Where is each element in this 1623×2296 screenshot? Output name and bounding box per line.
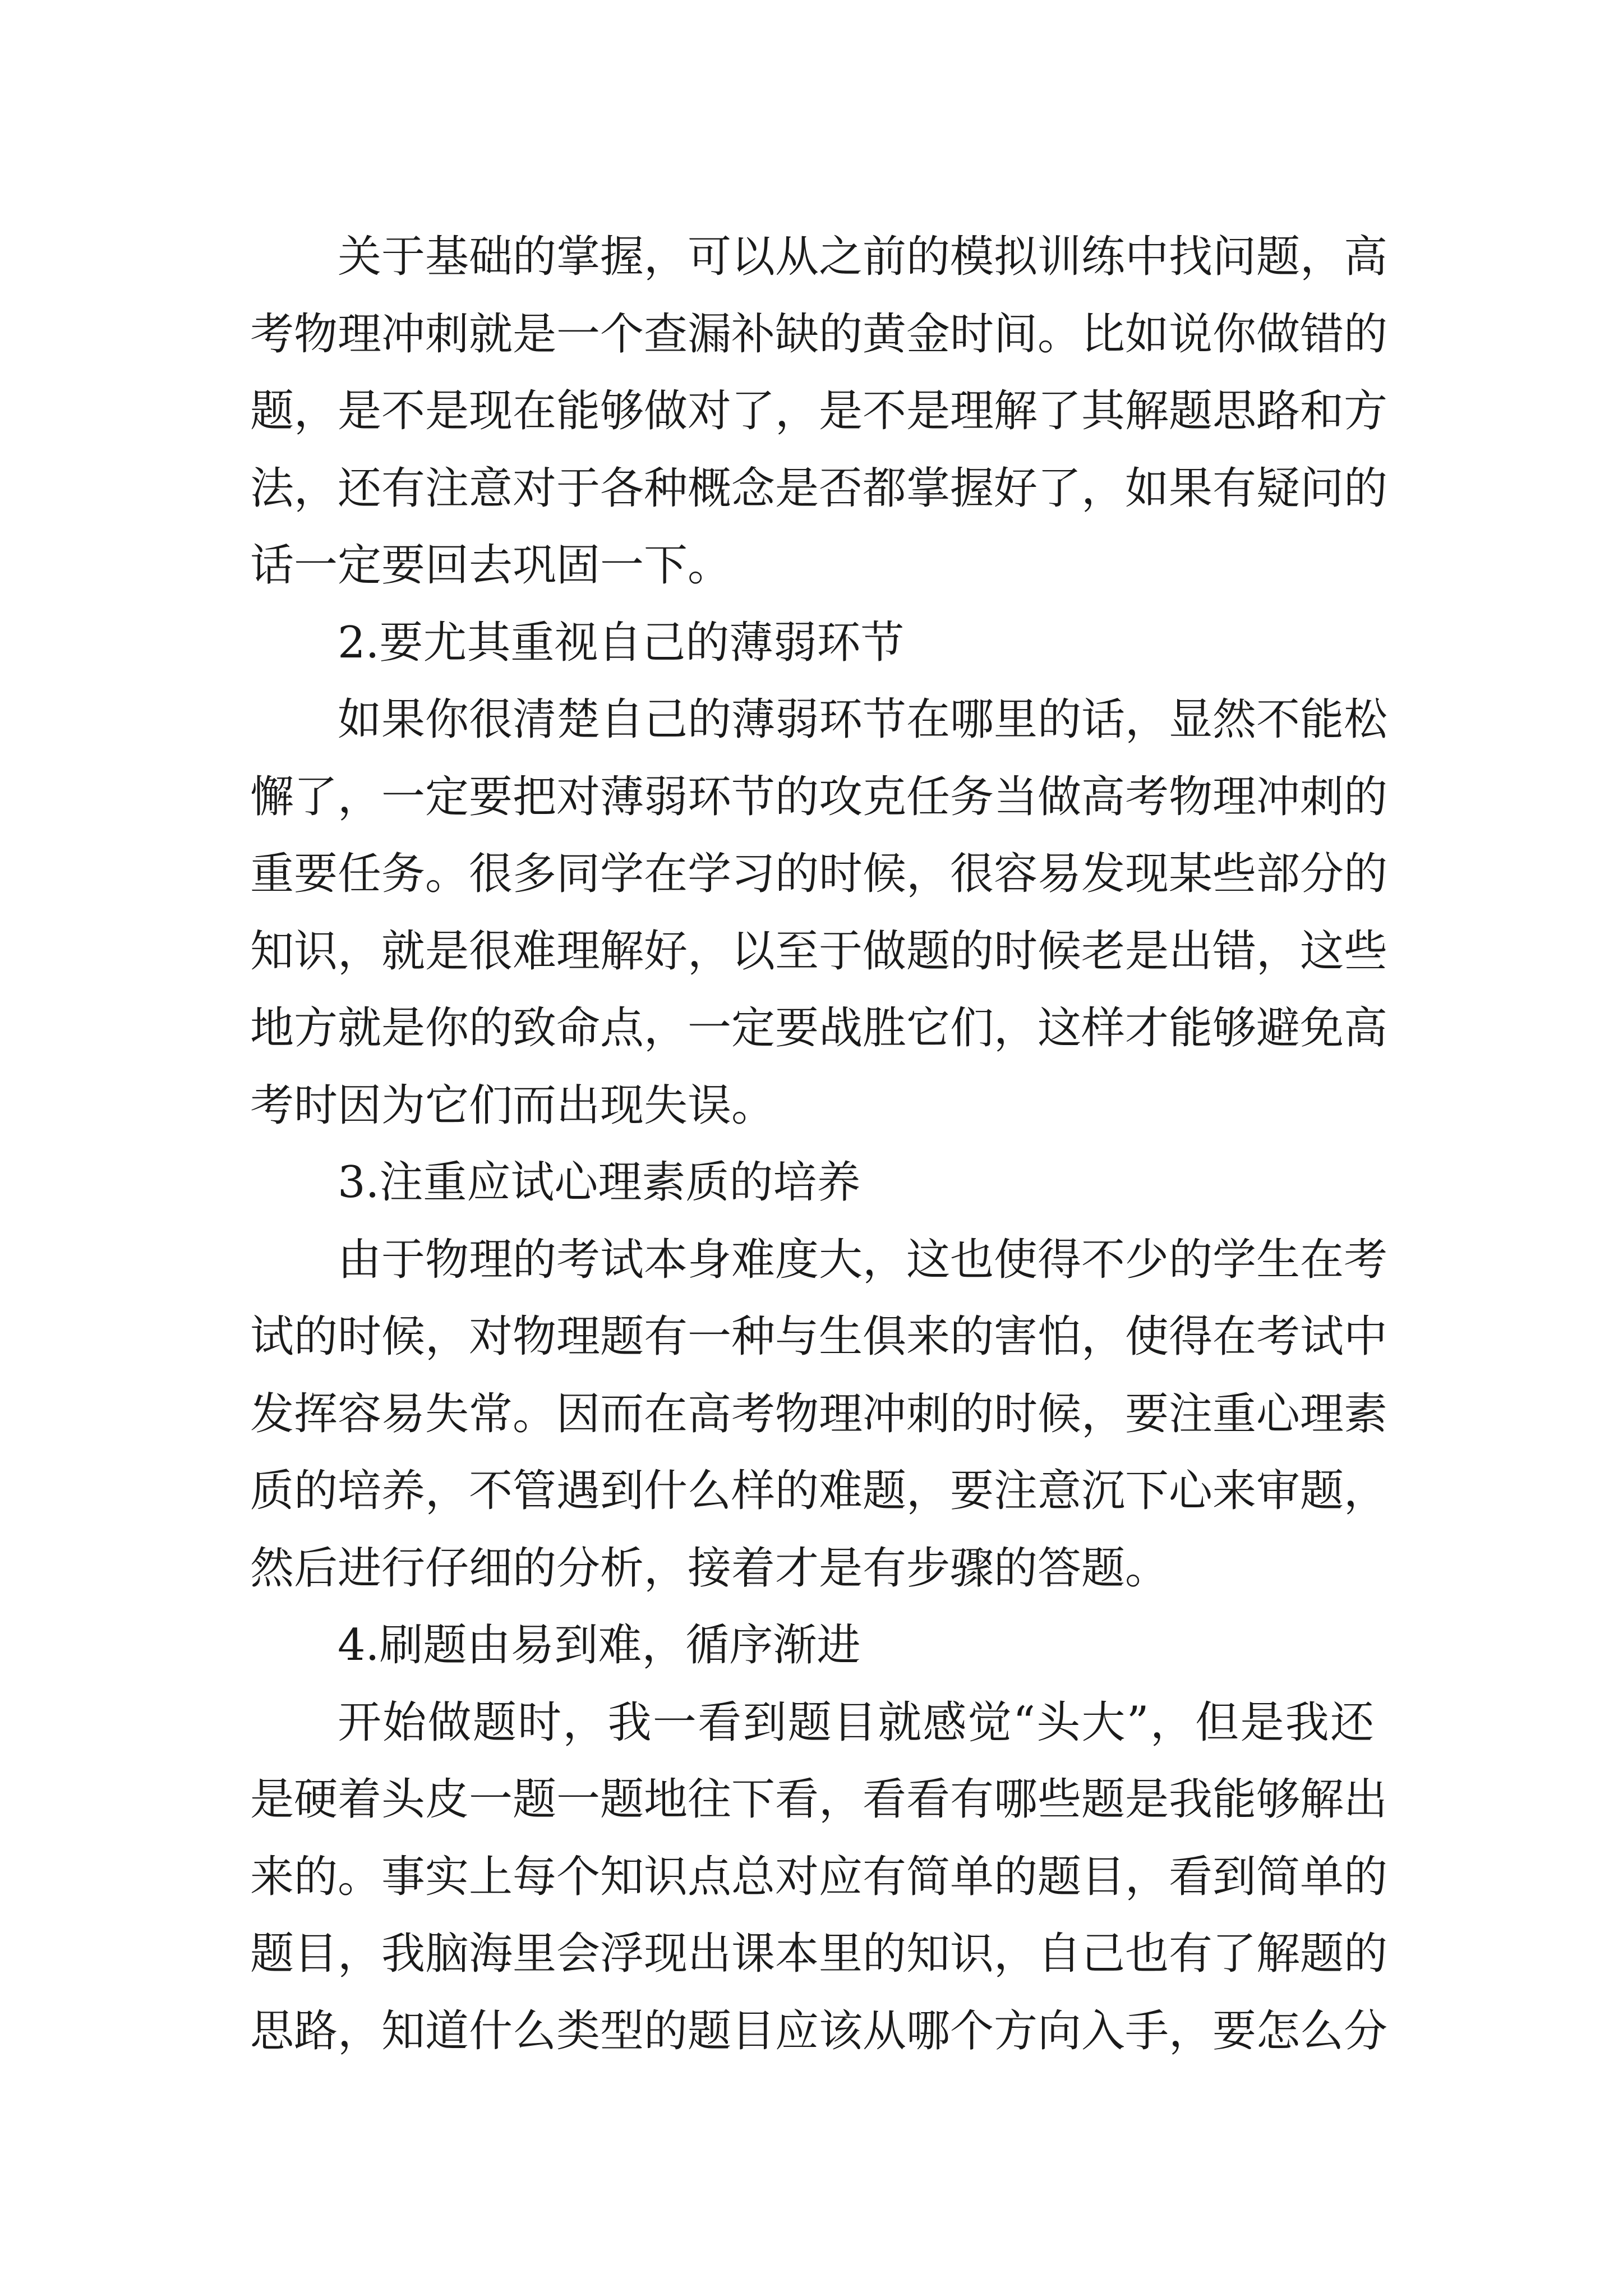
text-line: 由于物理的考试本身难度大，这也使得不少的学生在考 (338, 1234, 1388, 1285)
text-line: 地方就是你的致命点，一定要战胜它们，这样才能够避免高 (250, 1003, 1388, 1053)
text-line: 题，是不是现在能够做对了，是不是理解了其解题思路和方 (250, 386, 1388, 436)
text-line: 懈了，一定要把对薄弱环节的攻克任务当做高考物理冲刺的 (250, 771, 1388, 822)
text-line: 思路，知道什么类型的题目应该从哪个方向入手，要怎么分 (250, 2005, 1388, 2056)
text-line: 发挥容易失常。因而在高考物理冲刺的时候，要注重心理素 (250, 1388, 1388, 1439)
text-line: 开始做题时，我一看到题目就感觉“头大”，但是我还 (338, 1697, 1374, 1748)
text-line: 题目，我脑海里会浮现出课本里的知识，自己也有了解题的 (250, 1929, 1388, 1979)
text-line: 然后进行仔细的分析，接着才是有步骤的答题。 (250, 1543, 1169, 1594)
text-line: 考时因为它们而出现失误。 (250, 1080, 776, 1131)
section-heading: 2.要尤其重视自己的薄弱环节 (338, 617, 905, 668)
text-line: 试的时候，对物理题有一种与生俱来的害怕，使得在考试中 (250, 1312, 1388, 1362)
text-line: 知识，就是很难理解好，以至于做题的时候老是出错，这些 (250, 926, 1388, 977)
document-body (250, 219, 1388, 2070)
text-line: 质的培养，不管遇到什么样的难题，要注意沉下心来审题， (250, 1466, 1388, 1516)
text-line: 如果你很清楚自己的薄弱环节在哪里的话，显然不能松 (338, 694, 1388, 745)
text-line: 来的。事实上每个知识点总对应有简单的题目，看到简单的 (250, 1851, 1388, 1902)
text-line: 法，还有注意对于各种概念是否都掌握好了，如果有疑问的 (250, 463, 1388, 514)
text-line: 考物理冲刺就是一个查漏补缺的黄金时间。比如说你做错的 (250, 309, 1388, 360)
text-line: 话一定要回去巩固一下。 (250, 540, 732, 591)
text-line: 关于基础的掌握，可以从之前的模拟训练中找问题，高 (338, 232, 1388, 282)
text-line: 重要任务。很多同学在学习的时候，很容易发现某些部分的 (250, 849, 1388, 899)
section-heading: 3.注重应试心理素质的培养 (338, 1157, 861, 1208)
text-line: 是硬着头皮一题一题地往下看，看看有哪些题是我能够解出 (250, 1774, 1388, 1825)
section-heading: 4.刷题由易到难，循序渐进 (338, 1620, 861, 1671)
